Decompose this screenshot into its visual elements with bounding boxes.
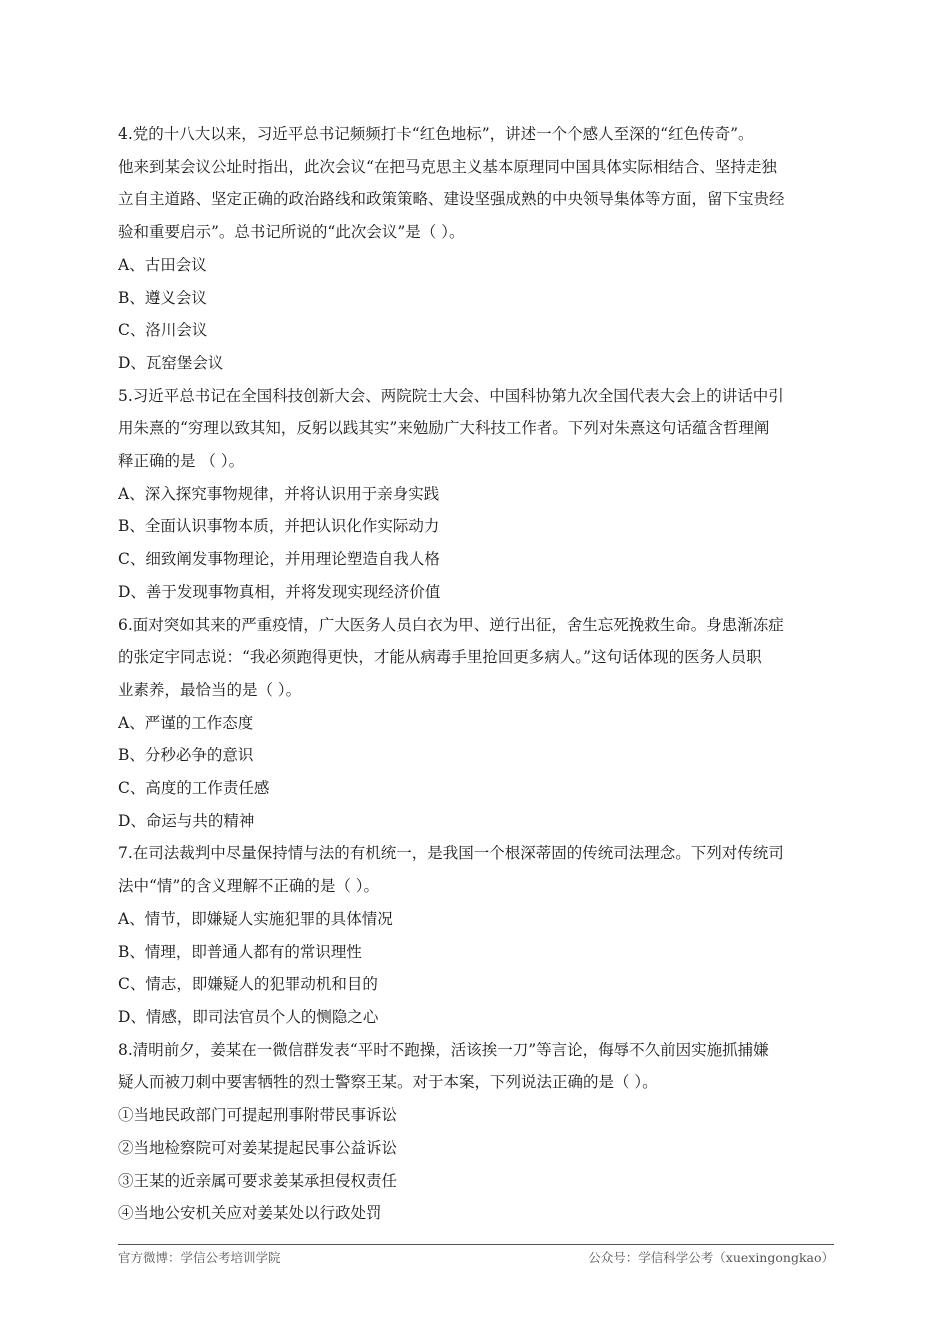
question-stem-line: 7.在司法裁判中尽量保持情与法的有机统一，是我国一个根深蒂固的传统司法理念。下列对传统司	[118, 844, 784, 863]
question-stem-line: 立自主道路、坚定正确的政治路线和政策策略、建设坚强成熟的中央领导集体等方面，留下宝贵经	[118, 190, 785, 209]
option-b: B、遵义会议	[118, 288, 207, 307]
option-b: B、情理，即普通人都有的常识理性	[118, 942, 362, 961]
question-stem-line: 验和重要启示”。总书记所说的“此次会议”是（ ）。	[118, 223, 465, 242]
question-stem-line: 5.习近平总书记在全国科技创新大会、两院院士大会、中国科协第九次全国代表大会上的讲话中引	[118, 386, 784, 405]
statement-2: ②当地检察院可对姜某提起民事公益诉讼	[118, 1138, 398, 1157]
option-a: A、深入探究事物规律，并将认识用于亲身实践	[118, 484, 440, 503]
option-d: D、命运与共的精神	[118, 811, 255, 830]
question-stem-line: 疑人而被刀刺中要害牺牲的烈士警察王某。对于本案，下列说法正确的是（ ）。	[118, 1073, 658, 1092]
question-stem-line: 6.面对突如其来的严重疫情，广大医务人员白衣为甲、逆行出征，舍生忘死挽救生命。身患渐冻症	[118, 615, 784, 634]
option-c: C、情志，即嫌疑人的犯罪动机和目的	[118, 975, 378, 994]
option-a: A、古田会议	[118, 255, 207, 274]
question-stem-line: 用朱熹的“穷理以致其知，反躬以践其实”来勉励广大科技工作者。下列对朱熹这句话蕴含哲理阐	[118, 419, 770, 438]
statement-1: ①当地民政部门可提起刑事附带民事诉讼	[118, 1106, 398, 1125]
footer-wechat: 公众号：学信科学公考（xuexingongkao）	[588, 1250, 834, 1265]
question-stem-line: 8.清明前夕，姜某在一微信群发表“平时不跑操，活该挨一刀”等言论，侮辱不久前因实施抓捕嫌	[118, 1040, 769, 1059]
footer-divider	[118, 1244, 834, 1245]
question-stem-line: 业素养，最恰当的是（ ）。	[118, 680, 302, 699]
option-d: D、情感，即司法官员个人的恻隐之心	[118, 1007, 379, 1026]
question-list	[118, 118, 834, 1230]
question-5	[118, 380, 834, 609]
question-stem-line: 释正确的是 （ ）。	[118, 452, 245, 471]
footer-weibo: 官方微博：学信公考培训学院	[118, 1250, 281, 1265]
option-c: C、高度的工作责任感	[118, 779, 270, 798]
question-6	[118, 609, 834, 838]
question-stem-line: 他来到某会议公址时指出，此次会议“在把马克思主义基本原理同中国具体实际相结合、坚持走独	[118, 157, 777, 176]
question-7	[118, 837, 834, 1033]
option-c: C、细致阐发事物理论，并用理论塑造自我人格	[118, 550, 440, 569]
option-b: B、分秒必争的意识	[118, 746, 254, 765]
statement-3: ③王某的近亲属可要求姜某承担侵权责任	[118, 1171, 398, 1190]
question-stem-line: 的张定宇同志说：“我必须跑得更快，才能从病毒手里抢回更多病人。”这句话体现的医务人员职	[118, 648, 762, 667]
option-a: A、严谨的工作态度	[118, 713, 254, 732]
option-b: B、全面认识事物本质，并把认识化作实际动力	[118, 517, 440, 536]
option-a: A、情节，即嫌疑人实施犯罪的具体情况	[118, 909, 393, 928]
option-d: D、瓦窑堡会议	[118, 353, 224, 372]
statement-4: ④当地公安机关应对姜某处以行政处罚	[118, 1204, 382, 1223]
question-stem-line: 法中“情”的含义理解不正确的是（ ）。	[118, 877, 380, 896]
option-c: C、洛川会议	[118, 321, 208, 340]
question-stem-line: 4.党的十八大以来，习近平总书记频频打卡“红色地标”，讲述一个个感人至深的“红色传奇”。	[118, 125, 754, 143]
question-4	[118, 118, 834, 380]
question-8	[118, 1034, 834, 1230]
option-d: D、善于发现事物真相，并将发现实现经济价值	[118, 582, 441, 601]
